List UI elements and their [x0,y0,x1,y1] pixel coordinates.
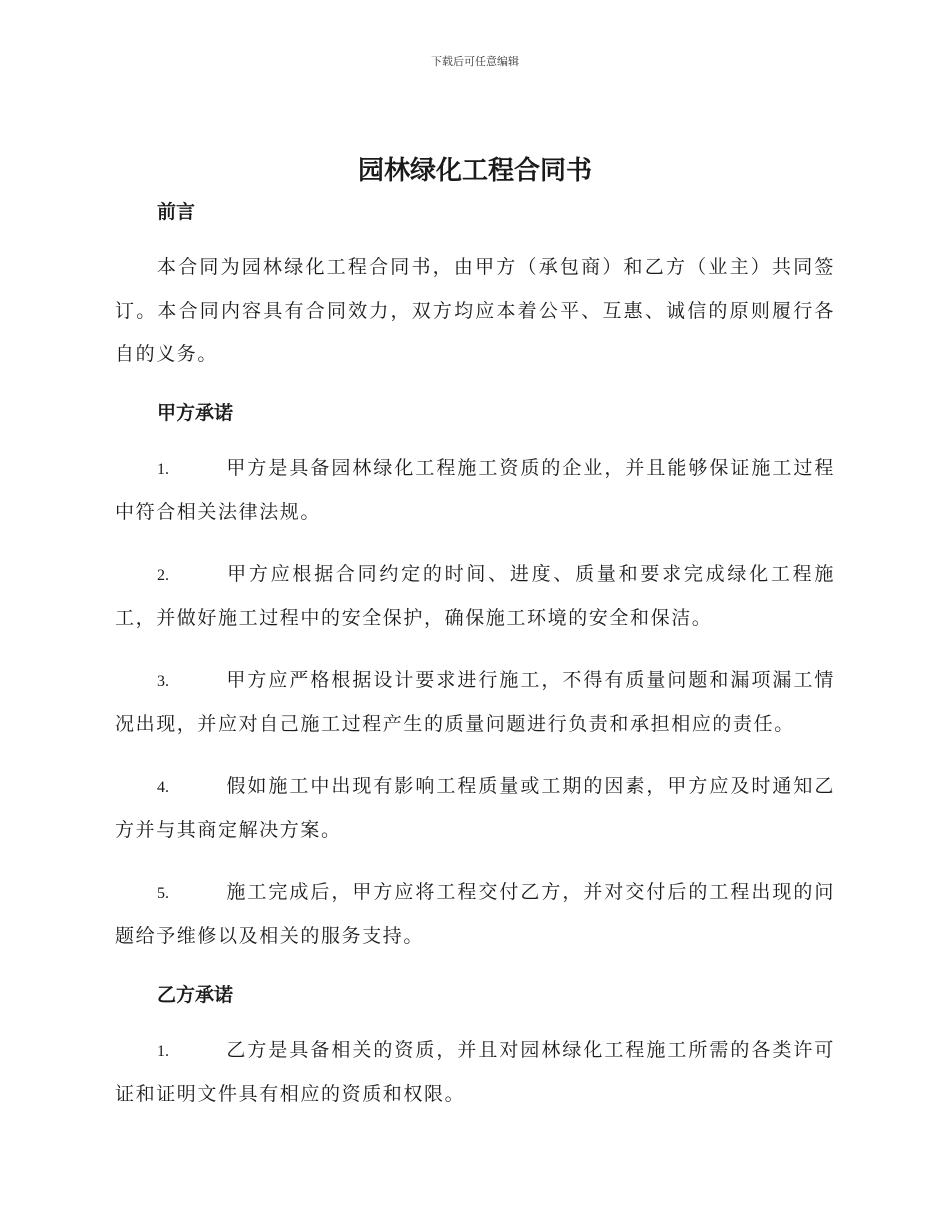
document-title: 园林绿化工程合同书 [357,156,592,186]
party-a-item [115,765,835,853]
item-text: 施工完成后，甲方应将工程交付乙方，并对交付后的工程出现的问题给予维修以及相关的服务支持。 [115,880,835,947]
section-heading-party-a: 甲方承诺 [157,401,234,424]
item-text: 甲方是具备园林绿化工程施工资质的企业，并且能够保证施工过程中符合相关法律法规。 [115,456,835,523]
party-a-item [115,553,835,641]
preface-paragraph: 本合同为园林绿化工程合同书，由甲方（承包商）和乙方（业主）共同签订。本合同内容具有合同效力，双方均应本着公平、互惠、诚信的原则履行各自的义务。 [115,256,835,365]
party-a-item [115,871,835,959]
document-body [115,196,835,1117]
section-heading-preface: 前言 [157,201,196,223]
item-text: 假如施工中出现有影响工程质量或工期的因素，甲方应及时通知乙方并与其商定解决方案。 [115,774,835,841]
party-a-item [115,447,835,535]
section-heading-party-b: 乙方承诺 [157,983,234,1006]
item-number: 5. [157,884,169,902]
party-b-item [115,1029,835,1117]
item-number: 2. [157,566,169,584]
item-number: 1. [157,1042,169,1060]
item-text: 甲方应根据合同约定的时间、进度、质量和要求完成绿化工程施工，并做好施工过程中的安全保护，确保施工环境的安全和保洁。 [115,562,835,629]
header-note: 下载后可任意编辑 [431,55,519,68]
item-number: 1. [157,460,169,478]
item-text: 甲方应严格根据设计要求进行施工，不得有质量问题和漏项漏工情况出现，并应对自己施工过程产生的质量问题进行负责和承担相应的责任。 [115,668,835,735]
item-number: 4. [157,778,169,796]
party-a-item [115,659,835,747]
item-number: 3. [157,672,169,690]
item-text: 乙方是具备相关的资质，并且对园林绿化工程施工所需的各类许可证和证明文件具有相应的资质和权限。 [115,1038,835,1105]
